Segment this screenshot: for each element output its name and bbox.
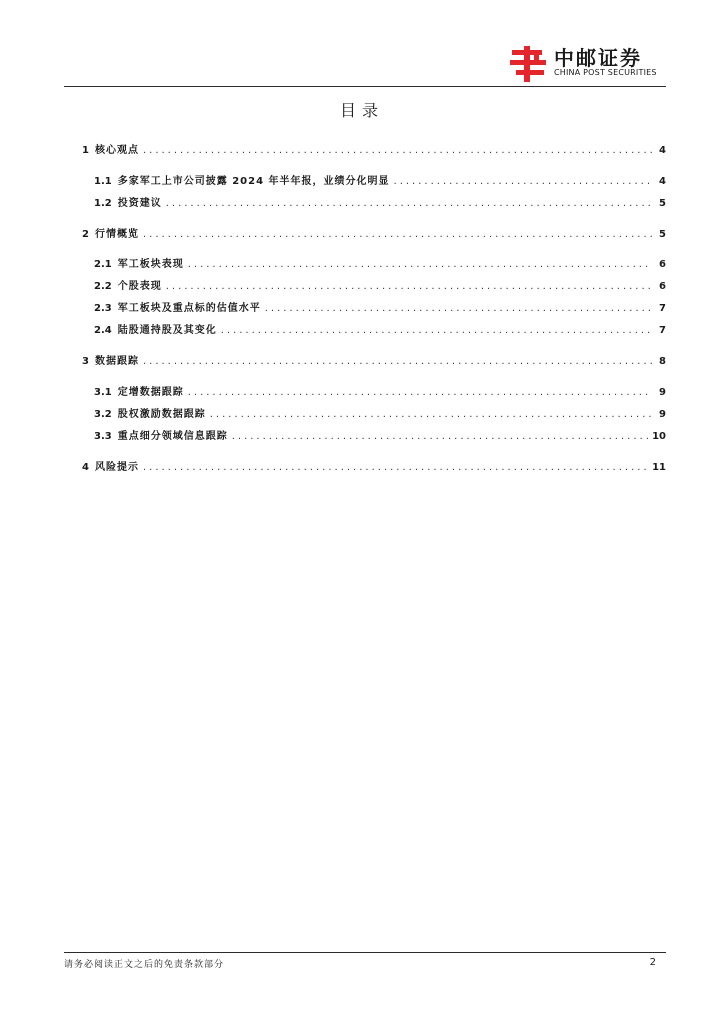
- toc-entry-number: 3.1: [94, 387, 112, 398]
- toc-entry[interactable]: [94, 380, 666, 398]
- toc-entry-label: 核心观点: [94, 145, 139, 156]
- toc-entry-number: 2.1: [94, 259, 112, 270]
- china-post-logo-icon: [510, 46, 550, 82]
- toc-entry[interactable]: [94, 274, 666, 292]
- toc-entry[interactable]: [94, 424, 666, 442]
- toc-entry-label: 股权激励数据跟踪: [117, 409, 206, 420]
- toc-dot-leader: [166, 281, 652, 292]
- page-number: 2: [649, 957, 656, 968]
- toc-entry-number: 1.1: [94, 176, 112, 187]
- toc-entry-number: 3: [82, 356, 89, 367]
- toc-entry-number: 2.3: [94, 303, 112, 314]
- toc-dot-leader: [143, 462, 648, 473]
- toc-entry-number: 2.2: [94, 281, 112, 292]
- company-logo: [510, 44, 666, 84]
- toc-entry[interactable]: [82, 138, 666, 156]
- toc-entry-page: 8: [659, 356, 666, 367]
- toc-entry-number: 3.2: [94, 409, 112, 420]
- toc-entry-label: 风险提示: [94, 462, 139, 473]
- toc-entry[interactable]: [94, 191, 666, 209]
- toc-dot-leader: [188, 387, 652, 398]
- toc-entry-page: 11: [652, 462, 666, 473]
- toc-dot-leader: [265, 303, 652, 314]
- toc-dot-leader: [166, 198, 652, 209]
- toc-entry-label: 陆股通持股及其变化: [117, 325, 217, 336]
- logo-chinese-name: 中邮证券: [554, 46, 642, 70]
- toc-entry[interactable]: [82, 222, 666, 240]
- toc-entry-page: 6: [659, 259, 666, 270]
- toc-entry[interactable]: [82, 455, 666, 473]
- toc-entry-number: 3.3: [94, 431, 112, 442]
- toc-entry-page: 4: [659, 176, 666, 187]
- toc-entry-page: 9: [659, 409, 666, 420]
- toc-entry-label: 重点细分领域信息跟踪: [117, 431, 228, 442]
- toc-dot-leader: [188, 259, 652, 270]
- toc-entry-page: 5: [659, 198, 666, 209]
- toc-entry-label: 军工板块表现: [117, 259, 184, 270]
- toc-entry-number: 1: [82, 145, 89, 156]
- toc-entry-label: 投资建议: [117, 198, 162, 209]
- toc-dot-leader: [232, 431, 648, 442]
- toc-entry-page: 6: [659, 281, 666, 292]
- disclaimer-text: 请务必阅读正文之后的免责条款部分: [64, 960, 225, 970]
- toc-entry-number: 4: [82, 462, 89, 473]
- toc-entry[interactable]: [82, 349, 666, 367]
- toc-entry-number: 2.4: [94, 325, 112, 336]
- toc-entry-label: 个股表现: [117, 281, 162, 292]
- toc-dot-leader: [210, 409, 652, 420]
- toc-entry-label: 行情概览: [94, 229, 139, 240]
- toc-entry-label: 数据跟踪: [94, 356, 139, 367]
- page-footer: [64, 952, 666, 973]
- page-header: [64, 40, 666, 87]
- toc-dot-leader: [394, 176, 652, 187]
- toc-title: 目录: [339, 101, 384, 120]
- toc-entry[interactable]: [94, 252, 666, 270]
- toc-entry-number: 2: [82, 229, 89, 240]
- toc-entry-page: 10: [652, 431, 666, 442]
- toc-entry-page: 5: [659, 229, 666, 240]
- toc-entry-label: 定增数据跟踪: [117, 387, 184, 398]
- toc-entry-page: 9: [659, 387, 666, 398]
- toc-dot-leader: [143, 145, 652, 156]
- toc-entry[interactable]: [94, 169, 666, 187]
- toc-entry[interactable]: [94, 318, 666, 336]
- toc-entry[interactable]: [94, 296, 666, 314]
- toc-dot-leader: [143, 229, 652, 240]
- toc-entry-label: 军工板块及重点标的估值水平: [117, 303, 261, 314]
- toc-dot-leader: [143, 356, 652, 367]
- toc-entry-page: 4: [659, 145, 666, 156]
- toc-dot-leader: [221, 325, 652, 336]
- toc-entry-number: 1.2: [94, 198, 112, 209]
- logo-english-name: CHINA POST SECURITIES: [554, 68, 657, 77]
- toc-entry-page: 7: [659, 325, 666, 336]
- toc-entry-page: 7: [659, 303, 666, 314]
- toc-entry[interactable]: [94, 402, 666, 420]
- toc-entry-label: 多家军工上市公司披露 2024 年半年报，业绩分化明显: [117, 176, 390, 187]
